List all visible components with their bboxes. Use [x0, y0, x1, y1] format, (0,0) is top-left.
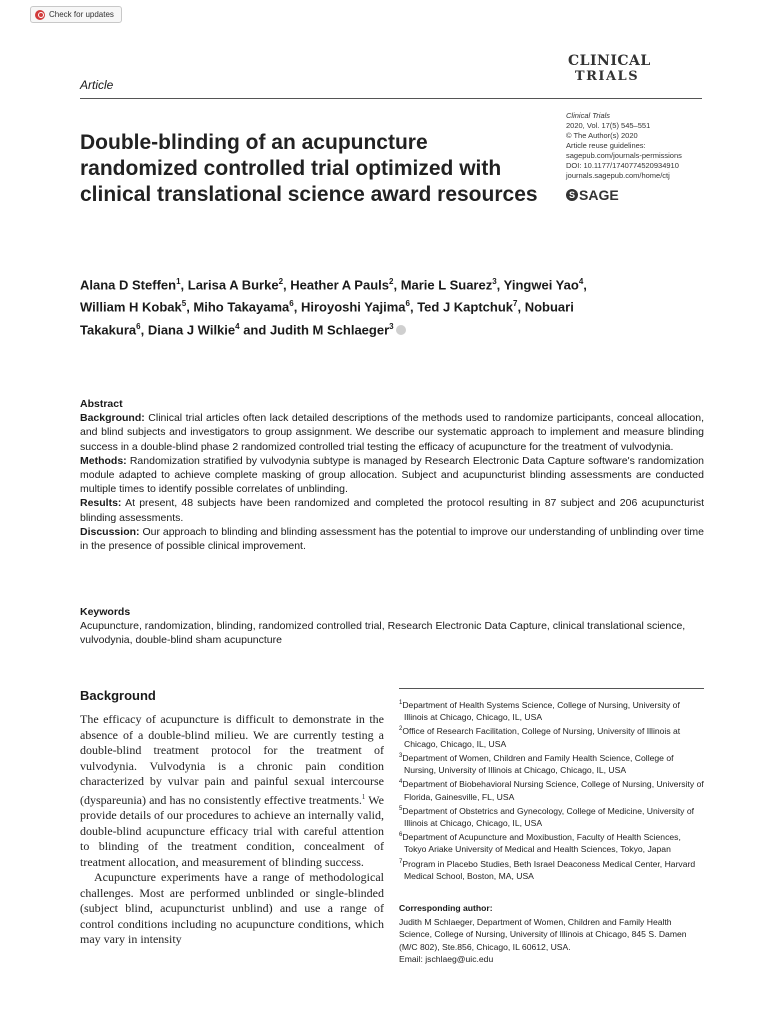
abstract-methods [80, 454, 704, 497]
affiliation-item [399, 803, 704, 829]
corresponding-author-email[interactable]: Email: jschlaeg@uic.edu [399, 953, 494, 964]
article-metadata [566, 111, 716, 181]
reuse-label: Article reuse guidelines: [566, 141, 646, 150]
affiliation-item [399, 723, 704, 749]
abstract-results-label: Results: [80, 497, 122, 510]
author-name[interactable]: Hiroyoshi Yajima [300, 299, 406, 315]
author-affiliation-number: 3 [492, 277, 497, 286]
header-divider [80, 98, 702, 99]
paragraph-1-text: The efficacy of acupuncture is difficult to demonstrate in the absence of a double-blind milieu. We are currently testing a double-blind treatment protocol for the treatment of vulvodynia. Vulvodynia is a chronic pain condition characterized by vulvar pain and painful sexual intercourse (dyspareunia) and has no consistently effective treatments. [80, 712, 384, 807]
reuse-link[interactable]: sagepub.com/journals-permissions [566, 151, 682, 160]
copyright: © The Author(s) 2020 [566, 131, 638, 140]
affiliations-list [399, 697, 704, 882]
author-name[interactable]: William H Kobak [80, 299, 182, 315]
sage-s-icon: S [566, 189, 578, 201]
author-affiliation-number: 6 [136, 321, 141, 331]
abstract-heading: Abstract [80, 398, 123, 410]
author-affiliation-number: 7 [513, 299, 518, 309]
affiliation-number: 7 [399, 858, 403, 865]
author-name[interactable]: Alana D Steffen [80, 277, 177, 293]
affiliation-number: 5 [399, 805, 403, 812]
author-separator: , [496, 277, 504, 293]
journal-home-link[interactable]: journals.sagepub.com/home/ctj [566, 171, 670, 180]
check-for-updates-label: Check for updates [49, 10, 114, 19]
author-name[interactable]: Larisa A Burke [187, 277, 279, 293]
affiliation-item [399, 856, 704, 882]
affiliation-number: 1 [399, 700, 403, 706]
volume-info: 2020, Vol. 17(5) 545–551 [566, 121, 651, 130]
article-title: Double-blinding of an acupuncture randomized controlled trial optimized with clinical translational science award resources [80, 131, 538, 206]
keywords-heading: Keywords [80, 606, 131, 618]
author-list [80, 272, 610, 339]
doi-link[interactable]: DOI: 10.1177/1740774520934910 [566, 161, 679, 170]
affiliation-number: 3 [399, 752, 403, 759]
affiliation-text: Department of Acupuncture and Moxibustion, Faculty of Health Sciences, Tokyo Ariake University of Medical and Health Sciences, Tokyo, Japan [402, 832, 681, 855]
affiliation-number: 4 [399, 779, 403, 786]
orcid-icon[interactable] [396, 325, 406, 335]
paragraph-1-continuation: We provide details of our procedures to achieve an internally valid, double-blind acupuncture efficacy trial with careful attention to blinding of the treatment condition, concealment of treatment allocation, and measurement of blinding success. [80, 792, 384, 869]
affiliation-item [399, 697, 704, 723]
author-affiliation-number: 4 [235, 321, 240, 331]
publisher-logo [566, 187, 619, 203]
author-affiliation-number: 1 [176, 277, 181, 286]
abstract-results-text: At present, 48 subjects have been randomized and completed the protocol resulting in 87 subject and 206 acupuncturist blinding assessments. [80, 497, 704, 524]
background-paragraph-1 [80, 712, 384, 870]
author-separator: , [393, 277, 401, 293]
abstract-section [80, 397, 704, 553]
keywords-text: Acupuncture, randomization, blinding, randomized controlled trial, Research Electronic Data Capture, clinical translational science, vulvodynia, double-blind sham acupuncture [80, 620, 686, 647]
keywords-section [80, 605, 704, 648]
author-affiliation-number: 6 [405, 299, 410, 309]
author-affiliation-number: 6 [289, 299, 294, 309]
author-separator: , [140, 321, 148, 337]
abstract-background [80, 411, 704, 454]
journal-logo-line2: TRIALS [574, 69, 640, 84]
reference-1[interactable]: 1 [361, 792, 366, 801]
abstract-results [80, 496, 704, 524]
author-affiliation-number: 3 [389, 321, 394, 331]
crossmark-icon [35, 10, 45, 20]
affiliation-item [399, 776, 704, 802]
check-for-updates-button[interactable] [30, 6, 122, 23]
affiliation-number: 6 [399, 832, 403, 839]
author-separator: , [409, 299, 418, 315]
affiliation-item [399, 750, 704, 776]
abstract-discussion-text: Our approach to blinding and blinding assessment has the potential to improve our understanding of unblinding over time in the presence of possible clinical improvement. [80, 525, 704, 553]
abstract-background-text: Clinical trial articles often lack detailed descriptions of the methods used to randomize participants, conceal allocation, and blind subjects and investigators to group assignment. We describe our systematic approach to implement and measure blinding success in a double-blind phase 2 randomized controlled trial testing the efficacy of acupuncture for the treatment of vulvodynia. [80, 412, 705, 453]
affiliation-text: Department of Biobehavioral Nursing Science, College of Nursing, University of Florida, Gainesville, FL, USA [402, 779, 704, 802]
corresponding-author-heading: Corresponding author: [399, 903, 493, 913]
author-affiliation-number: 2 [389, 277, 394, 286]
abstract-discussion [80, 525, 704, 553]
author-name[interactable]: Ted J Kaptchuk [417, 299, 514, 315]
author-separator: , [186, 299, 194, 315]
author-name[interactable]: Diana J Wilkie [147, 321, 236, 337]
author-affiliation-number: 4 [578, 277, 584, 286]
affiliation-text: Office of Research Facilitation, College of Nursing, University of Illinois at Chicago, Chicago, IL, USA [402, 726, 681, 749]
author-name[interactable]: Miho Takayama [193, 299, 290, 315]
author-separator: , [180, 277, 188, 293]
author-separator: and [239, 321, 270, 337]
affiliation-text: Department of Obstetrics and Gynecology, College of Medicine, University of Illinois at Chicago, Chicago, IL, USA [402, 805, 695, 828]
author-separator: , [293, 299, 301, 315]
background-paragraph-2: Acupuncture experiments have a range of methodological challenges. Most are performed unblinded or single-blinded (subject blind, acupuncturist unblind) and use a range of control conditions including no acupuncture conditions, which may vary in intensity [80, 870, 384, 946]
affiliation-number: 2 [399, 726, 403, 733]
corresponding-author-text: Judith M Schlaeger, Department of Women, Children and Family Health Science, College of Nursing, University of Illinois at Chicago, 845 S. Damen (M/C 802), Ste.856, Chicago, IL 60612, USA. [399, 917, 687, 952]
publisher-name: SAGE [579, 187, 619, 203]
author-name[interactable]: Heather A Pauls [290, 277, 389, 293]
affiliation-item [399, 829, 704, 855]
author-name[interactable]: Nobuari Takakura [80, 299, 574, 337]
journal-logo [568, 53, 651, 84]
journal-logo-line1: CLINICAL [568, 53, 651, 69]
author-name[interactable]: Marie L Suarez [400, 277, 493, 293]
author-affiliation-number: 5 [181, 299, 187, 309]
footnote-divider [399, 688, 704, 689]
author-name[interactable]: Yingwei Yao [503, 277, 579, 293]
abstract-methods-text: Randomization stratified by vulvodynia subtype is managed by Research Electronic Data Capture software's randomization module adapted to achieve complete masking of group allocation. Subject and acupuncturist blinding assessments are conducted multiple times to identify possible correlates of unblinding. [80, 454, 705, 496]
article-type-label: Article [80, 78, 114, 92]
author-separator: , [283, 277, 291, 293]
author-affiliation-number: 2 [278, 277, 284, 286]
affiliation-text: Department of Women, Children and Family Health Science, College of Nursing, University of Illinois at Chicago, Chicago, IL, USA [402, 752, 674, 776]
journal-name: Clinical Trials [566, 111, 611, 120]
corresponding-author-details [399, 916, 704, 965]
author-separator: , [583, 277, 587, 293]
abstract-discussion-label: Discussion: [80, 525, 140, 538]
author-separator: , [517, 299, 525, 315]
author-name[interactable]: Judith M Schlaeger [269, 321, 390, 337]
affiliation-text: Department of Health Systems Science, College of Nursing, University of Illinois at Chicago, Chicago, IL, USA [402, 699, 680, 723]
background-body [80, 712, 384, 948]
background-heading: Background [80, 688, 156, 703]
abstract-background-label: Background: [80, 412, 145, 425]
abstract-methods-label: Methods: [80, 454, 127, 467]
affiliation-text: Program in Placebo Studies, Beth Israel Deaconess Medical Center, Harvard Medical School, Boston, MA, USA [402, 858, 696, 881]
